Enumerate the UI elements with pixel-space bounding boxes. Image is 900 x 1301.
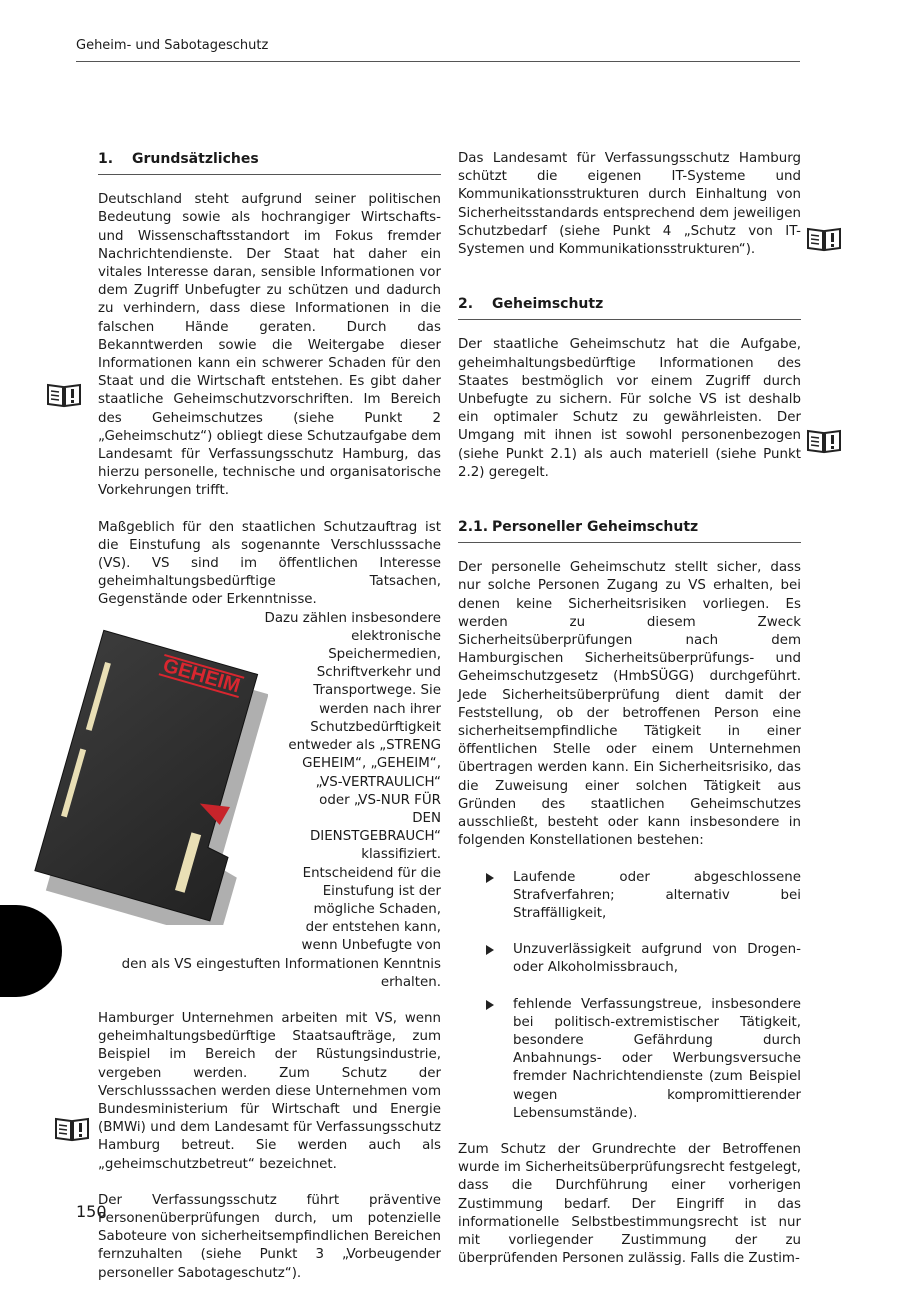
- bullet-triangle-icon: [486, 1000, 494, 1010]
- section-heading-2-1: [458, 518, 801, 543]
- list-item: fehlende Verfassungstreue, insbesondere bei politisch-extremistischer Tätigkeit, besondere Gefährdung durch Anbahnungs- oder Werbungsversuche fremder Nachrichtendienste (zum Beispiel wegen kompromittierender Lebensumstände).: [458, 996, 801, 1123]
- running-header: Geheim- und Sabotageschutz: [76, 38, 800, 62]
- paragraph: Hamburger Unternehmen arbeiten mit VS, wenn geheimhaltungsbedürftige Staatsaufträge, zum Beispiel im Bereich der Rüstungsindustrie, vergeben werden. Zum Schutz der Verschlusssachen werden diese Unternehmen vom Bundesministerium für Wirtschaft und Energie (BMWi) und dem Landesamt für Verfassungsschutz Hamburg betreut. Sie werden auch als „geheimschutzbetreut“ bezeichnet.: [98, 1010, 441, 1172]
- reference-book-icon: [806, 226, 842, 252]
- bullet-triangle-icon: [486, 945, 494, 955]
- paragraph: Deutschland steht aufgrund seiner politischen Bedeutung sowie als hochrangiger Wirtschafts- und Wissenschaftsstandort im Fokus fremder Nachrichtendienste. Der Staat hat daher ein vitales Interesse daran, sensible Informationen vor dem Zugriff Unbefugter zu schützen und dadurch zu verhindern, dass diese Informationen in die falschen Hände geraten. Durch das Bekanntwerden sowie die Weitergabe dieser Informationen kann ein schwerer Schaden für den Staat und die Wirtschaft entstehen. Es gibt daher staatliche Geheimschutzvorschriften. Im Bereich des Geheimschutzes (siehe Punkt 2 „Geheimschutz“) obliegt diese Schutzaufgabe dem Landesamt für Verfassungsschutz Hamburg, das hierzu personelle, technische und organisatorische Vorkehrungen trifft.: [98, 192, 441, 499]
- section-heading-1: [98, 150, 441, 175]
- paragraph: Der personelle Geheimschutz stellt sicher, dass nur solche Personen Zugang zu VS erhalten, bei denen keine Sicherheitsrisiken vorliegen. Es werden zu diesem Zweck Sicherheitsüberprüfungen nach dem Hamburgischen Sicherheitsüberprüfungs- und Geheimschutzgesetz (HmbSÜGG) durchgeführt. Jede Sicherheitsüberprüfung dient damit der Feststellung, ob der betroffenen Person eine sicherheitsempfindliche Tätigkeit in einer öffentlichen Stelle oder einem Unternehmen übertragen werden kann. Ein Sicherheitsrisiko, das die Zuweisung einer solchen Tätigkeit aus Gründen des staatlichen Geheimschutzes ausschließt, besteht oder kann insbesondere in folgenden Konstellationen bestehen:: [458, 560, 801, 849]
- section-number: 2.: [458, 296, 474, 313]
- paragraph: Das Landesamt für Verfassungsschutz Hamburg schützt die eigenen IT-Systeme und Kommunikationsstrukturen durch Einhaltung von Sicherheitsstandards entsprechend dem jeweiligen Schutzbedarf (siehe Punkt 4 „Schutz von IT-Systemen und Kommunikationsstrukturen“).: [458, 151, 801, 258]
- paragraph: Dazu zählen insbesondere elektronische Speichermedien, Schriftverkehr und Transportwege. Sie werden nach ihrer Schutzbedürftigkeit entweder als „STRENG GEHEIM“, „GEHEIM“, „VS-VERTRAULICH“ oder „VS-NUR FÜR DEN DIENSTGEBRAUCH“ klassifiziert. Entscheidend für die Einstufung ist der mögliche Schaden, der entstehen kann, wenn Unbefugte von den als VS eingestuften Informationen Kenntnis erhalten.: [121, 610, 441, 990]
- section-number: 2.1.: [458, 519, 489, 536]
- left-column: [98, 150, 441, 1301]
- list-item: Unzuverlässigkeit aufgrund von Drogen- oder Alkoholmissbrauch,: [458, 941, 801, 977]
- list-item: Laufende oder abgeschlossene Strafverfahren; alternativ bei Straffälligkeit,: [458, 869, 801, 924]
- bullet-triangle-icon: [486, 873, 494, 883]
- risk-list: [458, 869, 801, 1123]
- section-number: 1.: [98, 151, 114, 167]
- page-number: 150: [76, 1202, 107, 1221]
- right-column: [458, 150, 801, 1286]
- section-title: Geheimschutz: [492, 296, 604, 313]
- reference-book-icon: [46, 382, 82, 408]
- paragraph: Der Verfassungsschutz führt präventive Personenüberprüfungen durch, um potenzielle Saboteure von sicherheitsempfindlichen Bereichen fernzuhalten (siehe Punkt 3 „Vorbeugender personeller Sabotageschutz“).: [98, 1192, 441, 1281]
- secret-folder-illustration: [88, 610, 288, 945]
- paragraph: Der staatliche Geheimschutz hat die Aufgabe, geheimhaltungsbedürftige Informationen des Staates bestmöglich vor einem Zugriff durch Unbefugte zu sichern. Für solche VS ist deshalb ein optimaler Schutz zu gewährleisten. Der Umgang mit ihnen ist sowohl personenbezogen (siehe Punkt 2.1) als auch materiell (siehe Punkt 2.2) geregelt.: [458, 337, 801, 480]
- section-title: Grundsätzliches: [132, 151, 259, 167]
- paragraph: Zum Schutz der Grundrechte der Betroffenen wurde im Sicherheitsüberprüfungsrecht festgelegt, dass die Durchführung einer vorherigen Zustimmung bedarf. Der Eingriff in das informationelle Selbstbestimmungsrecht ist nur mit vorliegender Zustimmung der zu überprüfenden Personen zulässig. Falls die Zustim-: [458, 1141, 801, 1267]
- stamp-label: GEHEIM: [160, 654, 243, 698]
- reference-book-icon: [54, 1116, 90, 1142]
- section-title: Personeller Geheimschutz: [492, 519, 699, 536]
- folder-icon: [8, 615, 268, 925]
- section-heading-2: [458, 295, 801, 320]
- reference-book-icon: [806, 428, 842, 454]
- paragraph: Maßgeblich für den staatlichen Schutzauftrag ist die Einstufung als sogenannte Verschlusssache (VS). VS sind im öffentlichen Interesse geheimhaltungsbedürftige Tatsachen, Gegenstände oder Erkenntnisse.: [98, 519, 441, 608]
